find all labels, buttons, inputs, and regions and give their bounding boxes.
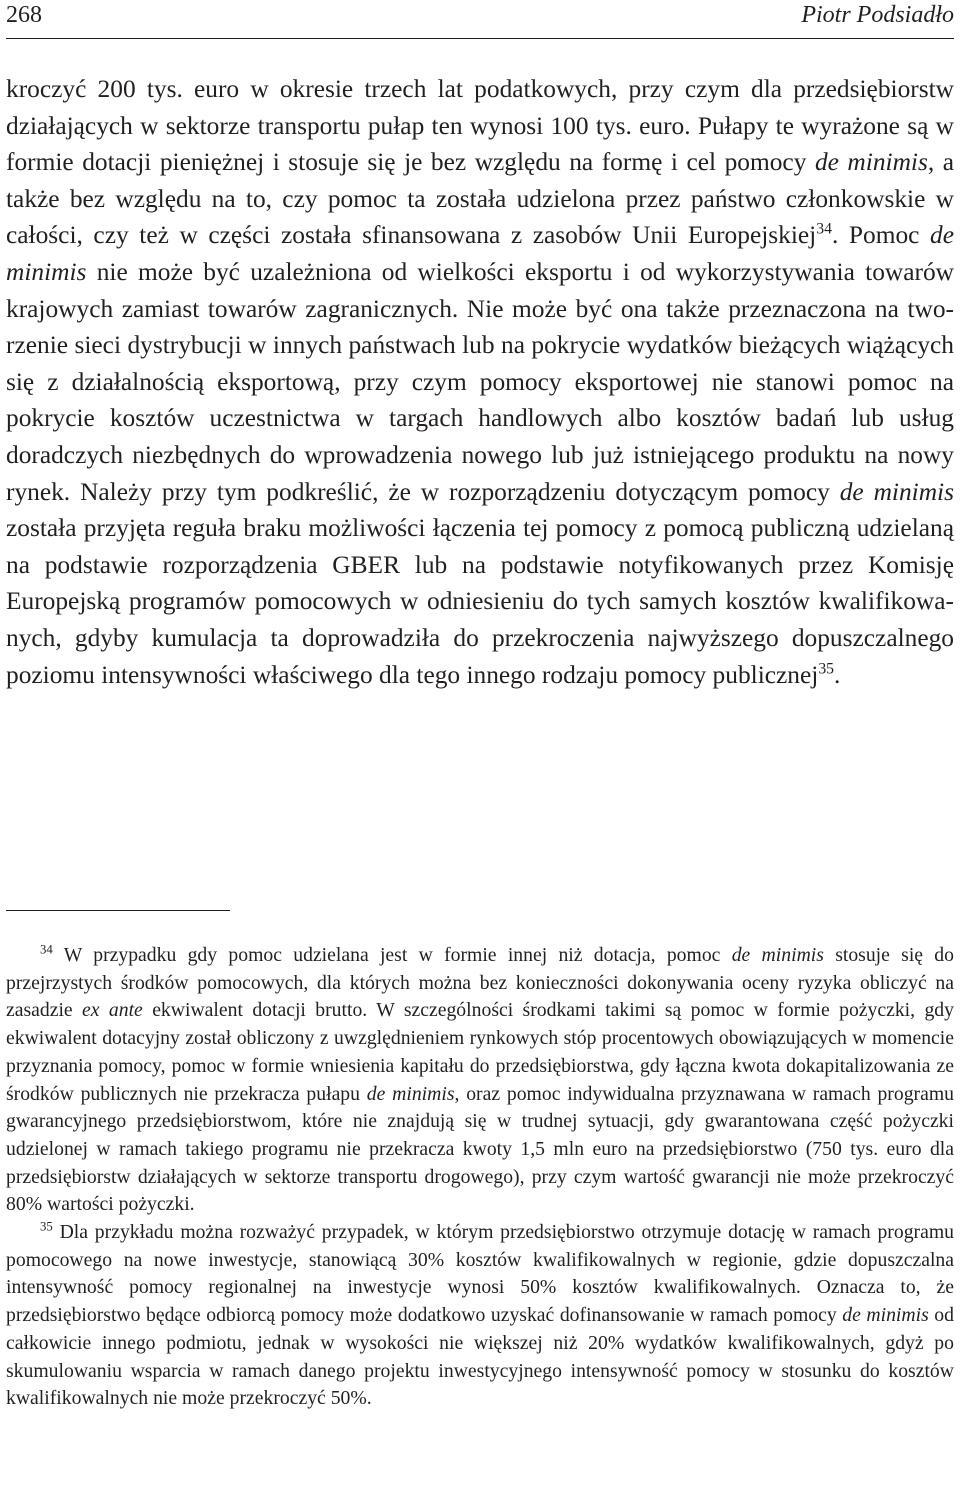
body-text-run: została przyjęta reguła braku możliwości łączenia tej pomocy z pomocą publiczną udzielaną na podstawie rozporządzenia GBER lub na podstawie notyfikowanych przez Komisję Europejską programów pomocowych w odniesieniu do tych samych kosztów kwalifikowanych, gdyby kumulacja ta doprowadziła do przekroczenia najwyższego dopuszczalnego poziomu intensywności właściwego dla tego innego rodzaju pomocy publicznej	[6, 514, 954, 689]
body-paragraph	[6, 71, 954, 693]
footnote-35	[6, 1219, 954, 1413]
body-text-run: nie może być uzależniona od wielkości eksportu i od wykorzystywania towarów krajowych zamiast towarów zagranicznych. Nie może być ona także przeznaczona na tworzenie sieci dystrybucji w innych państwach lub na pokrycie wydatków bieżących wiążących się z działalnością eksportową, przy czym pomocy eksportowej nie stanowi pomoc na pokrycie kosztów uczestnictwa w targach handlowych albo kosztów badań lub usług doradczych niezbędnych do wprowadzenia nowego lub już istniejącego produktu na nowy rynek. Należy przy tym podkreślić, że w rozporządzeniu dotyczącym pomocy	[6, 257, 954, 506]
footnote-italic-term: de minimis	[842, 1304, 929, 1327]
running-header	[6, 0, 954, 36]
footnote-number: 35	[40, 1219, 53, 1234]
running-head-author: Piotr Podsiadło	[801, 2, 954, 28]
footnote-text-run: W przypadku gdy pomoc udzielana jest w formie innej niż dotacja, pomoc	[52, 944, 732, 966]
footnote-number: 34	[40, 942, 53, 957]
body-text-run: . Pomoc	[831, 221, 931, 250]
footnote-text-run: Dla przykładu można rozważyć przypadek, w którym przedsiębiorstwo otrzymuje dotację w ramach programu pomocowego na nowe inwestycje, stanowiącą 30% kosztów kwalifikowalnych w regionie, gdzie dopuszczalna intensywność pomocy regionalnej na inwestycje wynosi 50% kosztów kwalifikowalnych. Oznacza to, że przedsiębiorstwo będące odbiorcą pomocy może dodatkowo uzyskać dofinansowanie w ramach pomocy	[6, 1221, 954, 1327]
footnotes	[6, 942, 954, 1413]
footnote-italic-term: ex ante	[82, 999, 143, 1022]
body-text-run: , a także bez względu na to, czy pomoc ta została udzielona przez państwo członkowskie w całości, czy też w części została sfinansowana z zasobów Unii Europejskiej	[6, 148, 955, 250]
body-italic-term: de minimis	[839, 477, 954, 506]
footnote-text-run: stosuje się do przejrzystych środków pomocowych, dla których można bez konieczności dokonywania oceny ryzyka obliczyć na zasadzie	[6, 944, 954, 1022]
footnote-text-run: ekwiwalent dotacji brutto. W szczególności środkami takimi są pomoc w formie pożyczki, gdy ekwiwalent dotacyjny został obliczony z uwzględnieniem rynkowych stóp procentowych obowiązujących w momencie przyznania pomocy, pomoc w formie wniesienia kapitału do przedsiębiorstwa, gdy łączna kwota dokapitalizowania ze środków publicznych nie przekracza pułapu	[6, 999, 954, 1105]
body-italic-term: de minimis	[6, 221, 954, 286]
body-text-run: kroczyć 200 tys. euro w okresie trzech lat podatkowych, przy czym dla przedsiębiorstw działających w sektorze transportu pułap ten wynosi 100 tys. euro. Pułapy te wyrażone są w formie dotacji pieniężnej i stosuje się je bez względu na formę i cel pomocy	[6, 75, 954, 177]
header-rule	[6, 38, 954, 39]
footnote-italic-term: de minimis	[731, 944, 824, 966]
page-number: 268	[6, 2, 42, 28]
body-text-run: .	[834, 660, 841, 689]
footnote-34	[6, 942, 954, 1219]
body-italic-term: de minimis	[814, 148, 928, 177]
footnote-ref-35: 35	[818, 660, 835, 678]
footnote-separator	[6, 910, 230, 911]
footnote-text-run: , oraz pomoc indywidualna przyznawana w ramach programu gwarancyjnego przedsiębiorstwom, które nie znajdują się w trudnej sytuacji, gdy gwarantowana część pożyczki udzielonej w ramach takiego programu nie przekracza kwoty 1,5 mln euro na przedsiębiorstwo (750 tys. euro dla przedsiębiorstw działających w sektorze transportu drogowego), przy czym wartość gwarancji nie może przekroczyć 80% wartości pożyczki.	[6, 1082, 954, 1216]
footnote-italic-term: de minimis	[366, 1082, 455, 1105]
footnote-ref-34: 34	[816, 220, 832, 238]
footnote-text-run: od całkowicie innego podmiotu, jednak w wysokości nie większej niż 20% wydatków kwalifikowalnych, gdyż po skumulowaniu wsparcia w ramach danego projektu inwestycyjnego intensywność pomocy w stosunku do kosztów kwalifikowalnych nie może przekroczyć 50%.	[6, 1304, 954, 1410]
